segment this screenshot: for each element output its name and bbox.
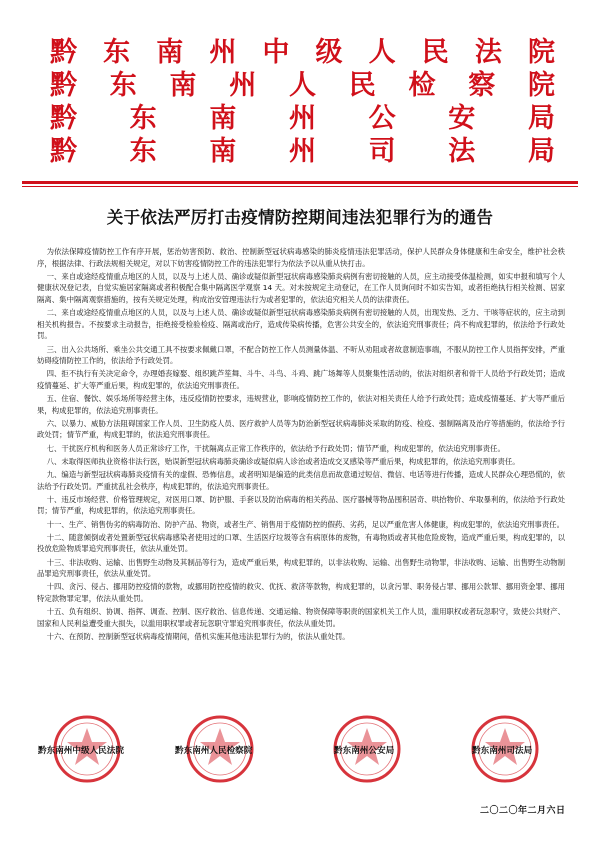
seal-procuratorate-label: 黔东南州人民检察院 xyxy=(175,746,253,756)
seal-court-label: 黔东南州中级人民法院 xyxy=(38,746,124,756)
header-char: 南 xyxy=(209,103,237,134)
header-char: 司 xyxy=(368,136,396,167)
header-line-justice-bureau xyxy=(50,135,555,168)
clause-15: 十五、负有组织、协调、指挥、调查、控制、医疗救治、信息传递、交通运输、物资保障等职责的国家机关工作人员，滥用职权或者玩忽职守，致使公共财产、国家和人民利益遭受重大损失，以滥用职权罪或者玩忽职守罪追究刑事责任，依法从重处罚。 xyxy=(37,607,565,628)
clause-4: 四、拒不执行有关决定命令，办理婚丧嫁娶、组织跳芦笙舞、斗牛、斗鸟、斗鸡、跳广场舞等人员聚集性活动的，依法对组织者和骨干人员给予行政处罚；造成疫情蔓延、扩大等严重后果，构成犯罪的，依法追究刑事责任。 xyxy=(37,369,565,390)
header-char: 院 xyxy=(528,70,555,101)
header-char: 黔 xyxy=(50,70,77,101)
notice-title: 关于依法严厉打击疫情防控期间违法犯罪行为的通告 xyxy=(106,208,494,227)
header-char: 中 xyxy=(262,37,290,68)
header-char: 州 xyxy=(209,37,237,68)
intro-paragraph: 为依法保障疫情防控工作有序开展，惩治妨害预防、救治、控制新型冠状病毒感染的肺炎疫情违法犯罪活动，保护人民群众身体健康和生命安全，维护社会秩序，根据法律、行政法规相关规定，对以下妨害疫情防控工作的违法犯罪行为依法予以从重从快打击。 xyxy=(37,247,565,268)
header-char: 院 xyxy=(527,37,555,68)
clause-8: 八、未取得医师执业资格非法行医，贻误新型冠状病毒肺炎确诊或疑似病人诊治或者造成交叉感染等严重后果，构成犯罪的，依法追究刑事责任。 xyxy=(46,456,520,466)
header-char: 局 xyxy=(527,136,555,167)
clause-3: 三、出入公共场所、乘坐公共交通工具不按要求佩戴口罩，不配合防控工作人员测量体温、不听从劝阻或者故意制造事端，不服从防控工作人员指挥安排，严重妨碍疫情防控工作的，依法给予行政处罚。 xyxy=(37,344,565,366)
header-char: 人 xyxy=(289,70,316,101)
clause-13: 十三、非法收购、运输、出售野生动物及其制品等行为，造成严重后果，构成犯罪的，以非法收购、运输、出售野生动物罪，非法收购、运输、出售野生动物制品罪追究刑事责任，依法从重处罚。 xyxy=(37,557,565,579)
issuing-organs-header xyxy=(50,36,555,168)
clause-14: 十四、贪污、侵占、挪用防控疫情的款物，或挪用防控疫情的救灾、优抚、救济等款物，构成犯罪的，以贪污罪、职务侵占罪、挪用公款罪、挪用资金罪、挪用特定款物罪定罪，依法从重处罚。 xyxy=(37,582,565,603)
header-char: 黔 xyxy=(50,37,77,68)
header-char: 南 xyxy=(209,136,237,167)
clause-10: 十、违反市场经营、价格管理规定，对医用口罩、防护服、手套以及防治病毒的相关药品、医疗器械等物品囤积居奇、哄抬物价、牟取暴利的，依法给予行政处罚；情节严重，构成犯罪的，依法追究刑事责任。 xyxy=(37,494,565,516)
header-char: 公 xyxy=(368,103,396,134)
header-char: 东 xyxy=(109,70,137,101)
seal-public-security-label: 黔东南州公安局 xyxy=(334,746,395,756)
header-char: 察 xyxy=(468,70,496,101)
seal-procuratorate xyxy=(175,714,255,784)
header-char: 南 xyxy=(169,70,197,101)
header-char: 检 xyxy=(408,70,436,101)
header-char: 级 xyxy=(315,37,343,68)
official-seals-row xyxy=(0,714,600,788)
seal-justice-bureau-label: 黔东南州司法局 xyxy=(472,746,533,756)
seal-public-security xyxy=(332,714,402,784)
header-line-procuratorate xyxy=(50,69,555,102)
clause-12: 十二、随意倾倒或者处置新型冠状病毒感染者使用过的口罩、生活医疗垃圾等含有病原体的废物，有毒物质或者其他危险废物，造成严重后果，构成犯罪的，以投放危险物质罪追究刑事责任，依法从重处罚。 xyxy=(37,532,565,554)
seal-court xyxy=(38,714,124,784)
header-char: 民 xyxy=(348,70,376,101)
header-char: 州 xyxy=(288,136,316,167)
header-char: 人 xyxy=(368,37,396,68)
header-divider-thin xyxy=(22,186,578,187)
header-char: 黔 xyxy=(50,103,77,134)
header-line-court xyxy=(50,36,555,69)
header-char: 州 xyxy=(288,103,316,134)
clause-16: 十六、在预防、控制新型冠状病毒疫情期间，借机实施其他违法犯罪行为的，依法从重处罚。 xyxy=(46,631,350,641)
header-char: 南 xyxy=(156,37,184,68)
header-char: 东 xyxy=(129,103,157,134)
header-char: 东 xyxy=(129,136,157,167)
notice-body xyxy=(37,246,565,644)
header-char: 民 xyxy=(421,37,449,68)
header-char: 安 xyxy=(448,103,476,134)
clause-6: 六、以暴力、威胁方法阻碍国家工作人员、卫生防疫人员、医疗救护人员等为防治新型冠状病毒肺炎采取的防疫、检疫、强制隔离及治疗等措施的，依法给予行政处罚；情节严重，构成犯罪的，依法追究刑事责任。 xyxy=(37,418,565,440)
header-line-public-security xyxy=(50,102,555,135)
clause-5: 五、住宿、餐饮、娱乐场所等经营主体，违反疫情防控要求，违规营业，影响疫情防控工作的，依法对相关责任人给予行政处罚；造成疫情蔓延、扩大等严重后果，构成犯罪的，依法追究刑事责任。 xyxy=(37,394,565,415)
header-char: 州 xyxy=(229,70,257,101)
issue-date: 二〇二〇年二月六日 xyxy=(480,806,566,816)
header-char: 东 xyxy=(103,37,131,68)
clause-11: 十一、生产、销售伪劣的病毒防治、防护产品、物资，或者生产、销售用于疫情防控的假药、劣药，足以严重危害人体健康，构成犯罪的，依法追究刑事责任。 xyxy=(46,519,564,529)
header-char: 黔 xyxy=(50,136,77,167)
clause-7: 七、干扰医疗机构和医务人员正常诊疗工作，干扰隔离点正常工作秩序的，依法给予行政处罚；情节严重，构成犯罪的，依法追究刑事责任。 xyxy=(46,443,505,453)
seal-justice-bureau xyxy=(470,714,540,784)
header-char: 法 xyxy=(448,136,476,167)
clause-2: 二、来自或途经疫情重点地区的人员，以及与上述人员、确诊或疑似新型冠状病毒感染肺炎病例有密切接触的人员，出现发热、乏力、干咳等症状的，应主动到相关机构报告。不按要求主动报告，拒绝接受检验检疫、隔离或治疗，造成传染病传播，危害公共安全的，依法追究刑事责任；尚不构成犯罪的，依法给予行政处罚。 xyxy=(37,308,565,341)
header-char: 法 xyxy=(474,37,502,68)
clause-9: 九、编造与新型冠状病毒肺炎疫情有关的虚假、恐怖信息，或者明知是编造的此类信息而故意通过短信、微信、电话等进行传播，造成人民群众心理恐慌的，依法给予行政处罚。严重扰乱社会秩序，构成犯罪的，依法追究刑事责任。 xyxy=(37,470,565,491)
clause-1: 一、来自或途经疫情重点地区的人员，以及与上述人员、确诊或疑似新型冠状病毒感染肺炎病例有密切接触的人员，应主动接受体温检测，如实申报和填写个人健康状况登记表，自觉实施居家隔离或者积极配合集中隔离医学观察 14 天。对未按规定主动登记，在工作人员询问时不如实告知，或者拒绝执行相关检测、居家隔离、集中隔离观察措施的，按有关规定处理，构成治安管理违法行为或者犯罪的，依法追究相关人员的法律责任。 xyxy=(37,271,565,304)
header-divider-thick xyxy=(22,181,578,184)
header-char: 局 xyxy=(527,103,555,134)
